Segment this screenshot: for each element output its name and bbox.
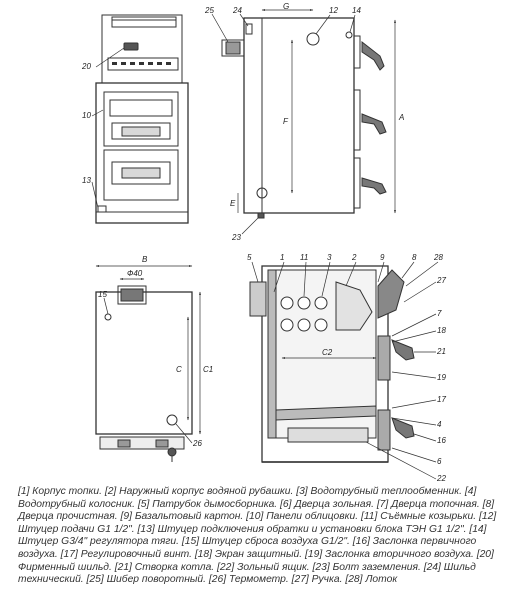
callout-label: 8 bbox=[412, 253, 417, 262]
callout-label: 23 bbox=[232, 233, 241, 242]
legend-item: [20] Фирменный шильд. bbox=[18, 548, 494, 573]
front-view bbox=[96, 15, 188, 223]
back-labels bbox=[98, 255, 213, 448]
dimension-label: Ф40 bbox=[127, 269, 143, 278]
dimension-label: F bbox=[283, 117, 288, 126]
legend-item: [4] Водотрубный колосник. bbox=[18, 486, 477, 510]
callout-label: 11 bbox=[300, 253, 309, 262]
callout-label: 9 bbox=[380, 253, 385, 262]
legend-item: [3] Водотрубный теплообменник. bbox=[296, 486, 462, 497]
callout-label: 3 bbox=[327, 253, 332, 262]
dimension-label: C bbox=[176, 365, 182, 374]
dimension-label: A bbox=[399, 113, 405, 122]
callout-label: 25 bbox=[205, 6, 214, 15]
dimension-label: G bbox=[283, 2, 290, 11]
callout-label: 15 bbox=[98, 290, 107, 299]
callout-label: 26 bbox=[193, 439, 202, 448]
dimension-label: C1 bbox=[203, 365, 214, 374]
legend-item: [21] Створка котла. bbox=[114, 561, 215, 573]
legend-item: [19] Заслонка вторичного воздуха. bbox=[305, 548, 474, 560]
callout-label: 19 bbox=[437, 373, 446, 382]
callout-label: 5 bbox=[247, 253, 252, 262]
callout-label: 16 bbox=[437, 436, 446, 445]
callout-label: 18 bbox=[437, 326, 446, 335]
back-view bbox=[96, 266, 200, 462]
legend-item: [8] Дверца прочистная. bbox=[18, 498, 495, 523]
callout-label: 22 bbox=[437, 474, 446, 483]
callout-label: 7 bbox=[437, 309, 442, 318]
legend-item: [10] Панели облицовки. bbox=[246, 511, 359, 523]
callout-label: 27 bbox=[437, 276, 446, 285]
legend-item: [28] Лоток bbox=[345, 574, 398, 586]
section-view bbox=[250, 266, 414, 462]
brand-plate-icon bbox=[124, 43, 138, 50]
callout-label: 17 bbox=[437, 395, 446, 404]
callout-label: 14 bbox=[352, 6, 361, 15]
legend-item: [2] Наружный корпус водяной рубашки. bbox=[104, 486, 294, 497]
callout-label: 24 bbox=[233, 6, 242, 15]
legend-item: [18] Экран защитный. bbox=[194, 548, 303, 560]
legend-item: [25] Шибер поворотный. bbox=[86, 574, 207, 586]
callout-label: 6 bbox=[437, 457, 442, 466]
legend-item: [23] Болт заземления. bbox=[312, 561, 421, 573]
legend-item: [17] Регулировочный винт. bbox=[60, 548, 192, 560]
legend-item: [13] Штуцер подключения обратки и установки блока ТЭН G1 1/2". bbox=[137, 523, 467, 535]
legend-item: [22] Зольный ящик. bbox=[217, 561, 310, 573]
legend-item: [6] Дверца зольная. bbox=[280, 498, 374, 510]
dimension-label: C2 bbox=[322, 348, 333, 357]
callout-label: 1 bbox=[280, 253, 285, 262]
legend-item: [27] Ручка. bbox=[291, 574, 343, 586]
legend-item: [14] Штуцер G3/4" регулятора тяги. bbox=[18, 523, 487, 548]
legend-item: [16] Заслонка первичного воздуха. bbox=[18, 536, 477, 560]
callout-label: 28 bbox=[434, 253, 443, 262]
legend-item: [11] Съёмные козырьки. bbox=[360, 511, 477, 523]
callout-label: 12 bbox=[329, 6, 338, 15]
callout-label: 10 bbox=[82, 111, 91, 120]
legend-item: [1] Корпус топки. bbox=[18, 486, 102, 497]
legend-item: [15] Штуцер сброса воздуха G1/2". bbox=[181, 536, 350, 548]
legend-item: [12] Штуцер подачи G1 1/2". bbox=[18, 511, 497, 535]
dimension-label: E bbox=[230, 199, 236, 208]
callout-label: 20 bbox=[82, 62, 91, 71]
legend-item: [26] Термометр. bbox=[208, 574, 289, 586]
legend-item: [9] Базальтовый картон. bbox=[120, 511, 244, 523]
legend-item: [24] Шильд технический. bbox=[18, 561, 476, 586]
callout-label: 2 bbox=[352, 253, 357, 262]
dimension-label: B bbox=[142, 255, 148, 264]
parts-legend bbox=[18, 486, 502, 587]
legend-item: [5] Патрубок дымосборника. bbox=[137, 498, 278, 510]
legend-item: [7] Дверца топочная. bbox=[376, 498, 480, 510]
side-view bbox=[222, 10, 395, 218]
callout-label: 21 bbox=[437, 347, 446, 356]
callout-label: 13 bbox=[82, 176, 91, 185]
callout-label: 4 bbox=[437, 420, 442, 429]
